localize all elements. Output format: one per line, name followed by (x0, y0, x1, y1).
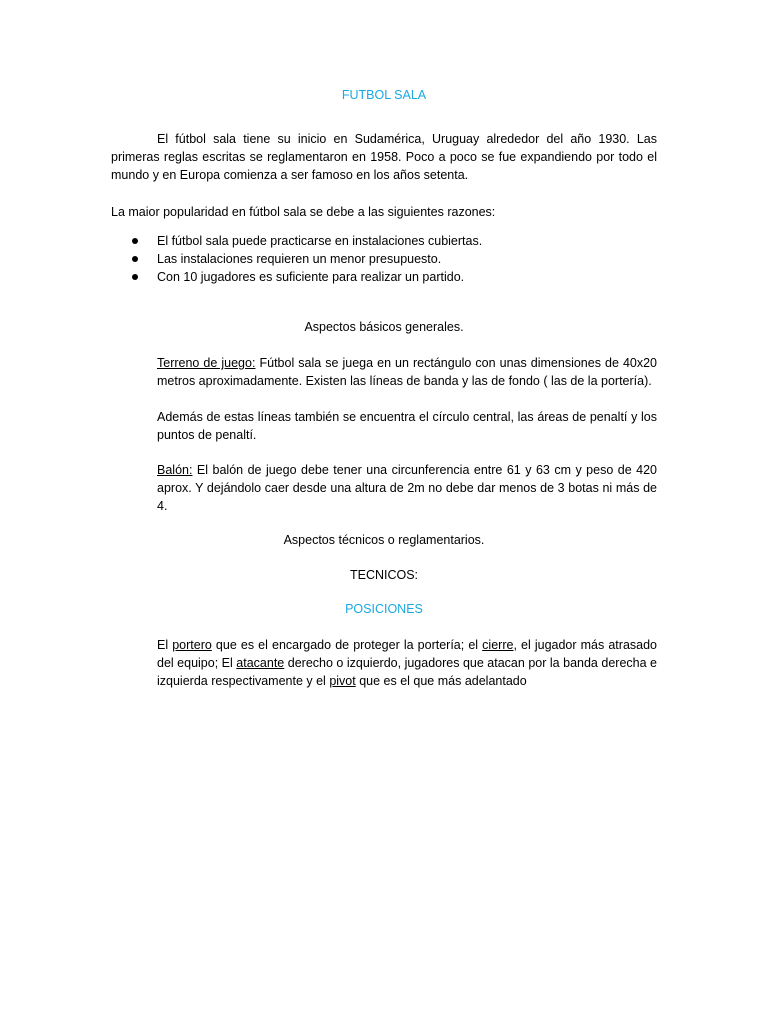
bullet-icon (132, 256, 138, 262)
terreno-extra-paragraph: Además de estas líneas también se encuentra el círculo central, las áreas de penaltí y los puntos de penaltí. (157, 410, 657, 442)
reason-text: Con 10 jugadores es suficiente para realizar un partido. (157, 270, 465, 284)
bullet-icon (132, 238, 138, 244)
positions-paragraph (157, 636, 657, 690)
positions-text: El (157, 638, 173, 652)
section-heading-technical: Aspectos técnicos o reglamentarios. (283, 533, 485, 547)
balon-label: Balón: (157, 463, 193, 477)
reasons-list (111, 232, 657, 286)
intro-paragraph: El fútbol sala tiene su inicio en Sudamérica, Uruguay alrededor del año 1930. Las primeras reglas escritas se reglamentaron en 1958. Poco a poco se fue expandiendo por todo el mundo y en Europa comienza a ser famoso en los años setenta. (111, 132, 657, 182)
list-item (111, 268, 657, 286)
posiciones-heading: POSICIONES (345, 602, 423, 616)
terreno-label: Terreno de juego: (157, 356, 256, 370)
atacante-term: atacante (236, 656, 285, 670)
cierre-term: cierre (482, 638, 514, 652)
bullet-icon (132, 274, 138, 280)
popularity-lead: La maior popularidad en fútbol sala se debe a las siguientes razones: (111, 205, 496, 219)
list-item (111, 232, 657, 250)
list-item (111, 250, 657, 268)
terreno-paragraph (157, 354, 657, 390)
reason-text: Las instalaciones requieren un menor presupuesto. (157, 252, 442, 266)
section-heading-basic: Aspectos básicos generales. (304, 320, 464, 334)
document-title: FUTBOL SALA (341, 88, 427, 102)
positions-text: que es el encargado de proteger la portería; el (211, 638, 483, 652)
reason-text: El fútbol sala puede practicarse en instalaciones cubiertas. (157, 234, 483, 248)
pivot-term: pivot (329, 674, 356, 688)
balon-paragraph (157, 461, 657, 515)
positions-text: , el jugador más atrasado del equipo; El (157, 638, 657, 670)
terreno-text: Fútbol sala se juega en un rectángulo con unas dimensiones de 40x20 metros aproximadamente. Existen las líneas de banda y las de fondo ( las de la portería). (157, 356, 657, 388)
positions-text: que es el que más adelantado (355, 674, 527, 688)
positions-text: derecho o izquierdo, jugadores que atacan por la banda derecha e izquierda respectivamente y el (157, 656, 657, 688)
portero-term: portero (172, 638, 212, 652)
balon-text: El balón de juego debe tener una circunferencia entre 61 y 63 cm y peso de 420 aprox. Y dejándolo caer desde una altura de 2m no debe dar menos de 3 botas ni más de 4. (157, 463, 657, 513)
tecnicos-heading: TECNICOS: (349, 568, 419, 582)
